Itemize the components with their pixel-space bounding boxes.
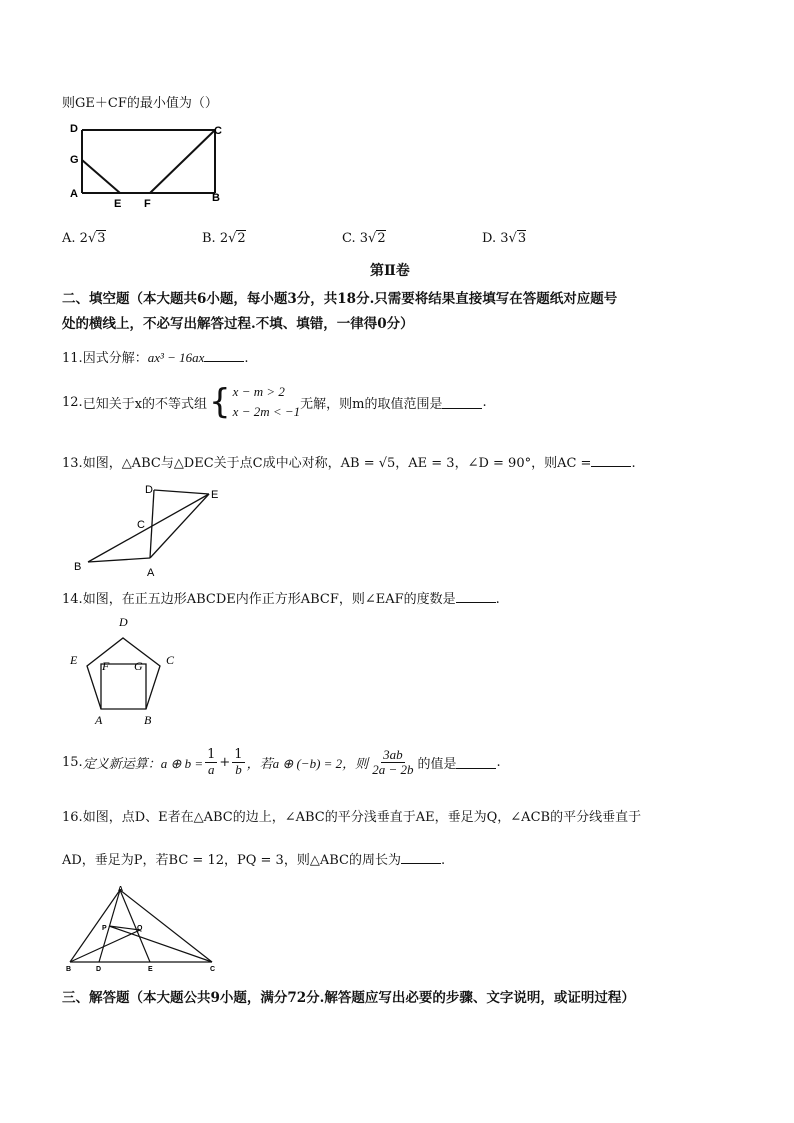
q15-answer-blank[interactable] — [456, 756, 496, 769]
q16-label-p: P — [102, 925, 107, 932]
q14-label-e: E — [70, 653, 78, 667]
q10-label-b: B — [212, 192, 220, 204]
q15: 15. 定义新运算：a ⊕ b = $\frac{1}{a}$ + $\frac{1}{b}$ ，若a ⊕ (−b) = 2，则 $\frac{3ab}{2a - 2b}$ 的值是 . — [62, 747, 501, 777]
q10-option-c: C. 3√2 — [342, 231, 386, 246]
q16-label-q: Q — [137, 925, 143, 932]
q16-label-a: A — [118, 886, 124, 893]
q14-label-g: G — [134, 659, 143, 673]
q16-label-b: B — [66, 966, 72, 973]
q13-label-c: C — [137, 519, 145, 531]
q16-line1: 16.如图，点D、E者在△ABC的边上，∠ABC的平分浅垂直于AE，垂足为Q，∠ACB的平分线垂直于 — [62, 810, 642, 825]
q10-option-a: A. 2√3 — [62, 231, 106, 246]
q14-label-c: C — [166, 653, 175, 667]
q16-answer-blank[interactable] — [401, 851, 441, 864]
q10-label-c: C — [214, 125, 222, 137]
q13-label-e: E — [211, 489, 219, 501]
q12: 12. 已知关于x的不等式组 { x − m > 2 x − 2m < −1 无解，则m的取值范围是 . — [62, 382, 487, 422]
q16-label-d: D — [96, 966, 102, 973]
q14: 14.如图，在正五边形ABCDE内作正方形ABCF，则∠EAF的度数是 . — [62, 592, 500, 607]
q14-label-f: F — [102, 659, 110, 673]
q10-label-e: E — [114, 198, 122, 210]
q14-label-b: B — [144, 713, 152, 727]
section2-heading-line1: 二、填空题（本大题共6小题，每小题3分，共18分.只需要将结果直接填写在答题纸对应题号 — [62, 291, 618, 307]
q10-label-f: F — [144, 198, 151, 210]
q14-answer-blank[interactable] — [456, 590, 496, 603]
section2-heading-line2: 处的横线上，不必写出解答过程.不填、填错，一律得0分） — [62, 316, 414, 332]
q10-label-g: G — [70, 154, 79, 166]
volume-title: 第Ⅱ卷 — [370, 263, 410, 279]
q11: 11.因式分解：ax³ − 16ax . — [62, 350, 249, 366]
q13-answer-blank[interactable] — [591, 454, 631, 467]
q16-triangle-figure — [62, 882, 232, 977]
section3-heading: 三、解答题（本大题公共9小题，满分72分.解答题应写出必要的步骤、文字说明，或证明过程） — [62, 990, 635, 1006]
q13-triangles-figure — [62, 478, 232, 583]
q13-label-d: D — [145, 484, 153, 496]
q14-label-a: A — [95, 713, 103, 727]
q12-answer-blank[interactable] — [442, 396, 482, 409]
q10-stem: 则GE＋CF的最小值为（） — [62, 96, 218, 111]
q13-label-b: B — [74, 561, 82, 573]
q14-label-d: D — [119, 615, 128, 629]
q10-label-a: A — [70, 188, 78, 200]
q10-option-d: D. 3√3 — [482, 231, 527, 246]
q10-label-d: D — [70, 123, 78, 135]
q12-brace: { — [209, 382, 231, 422]
q16-label-c: C — [210, 966, 216, 973]
q10-rectangle-figure — [62, 118, 232, 213]
q13: 13.如图，△ABC与△DEC关于点C成中心对称，AB = √5，AE = 3，∠D = 90°，则AC = . — [62, 456, 636, 471]
q16-label-e: E — [148, 966, 153, 973]
q14-pentagon-figure — [62, 612, 192, 727]
q13-label-a: A — [147, 567, 155, 579]
q11-answer-blank[interactable] — [204, 349, 244, 362]
q10-option-b: B. 2√2 — [202, 231, 246, 246]
q16-line2: AD，垂足为P，若BC = 12，PQ = 3，则△ABC的周长为 . — [62, 853, 446, 868]
